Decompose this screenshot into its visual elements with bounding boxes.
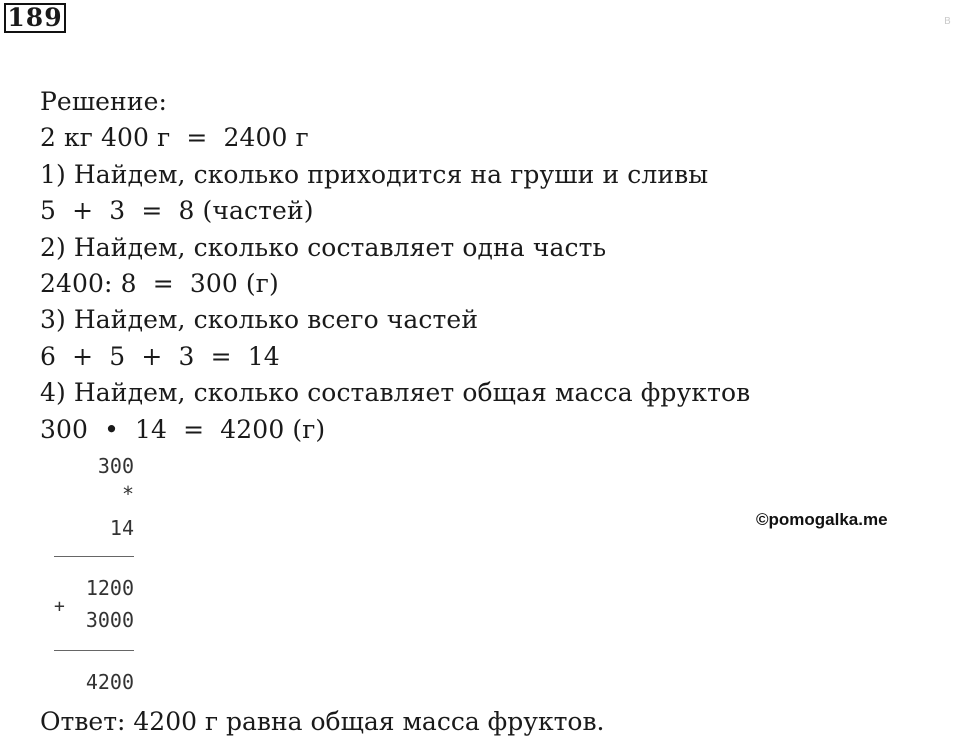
corner-mark: В (944, 16, 951, 27)
column-rule (54, 650, 134, 651)
solution-block (40, 84, 940, 448)
multiply-sign: * (121, 482, 134, 506)
column-rule (54, 556, 134, 557)
solution-line: 3) Найдем, сколько всего частей (40, 305, 479, 335)
column-result: 4200 (85, 670, 134, 694)
solution-line: 6 + 5 + 3 = 14 (40, 341, 280, 371)
multiplier: 14 (109, 516, 134, 540)
watermark: ©pomogalka.me (756, 510, 888, 529)
answer-line: Ответ: 4200 г равна общая масса фруктов. (40, 707, 605, 736)
solution-line: 5 + 3 = 8 (частей) (40, 196, 314, 226)
solution-line: 2400: 8 = 300 (г) (40, 268, 279, 298)
partial-product-2: 3000 (85, 608, 134, 632)
solution-heading: Решение: (40, 87, 167, 116)
task-number: 189 (4, 3, 66, 33)
plus-sign: + (54, 596, 65, 617)
solution-line: 300 • 14 = 4200 (г) (40, 414, 326, 444)
partial-product-1: 1200 (85, 576, 134, 600)
solution-line: 4) Найдем, сколько составляет общая масса фруктов (40, 378, 751, 408)
solution-line: 2 кг 400 г = 2400 г (40, 123, 309, 153)
solution-line: 1) Найдем, сколько приходится на груши и сливы (40, 159, 709, 189)
solution-line: 2) Найдем, сколько составляет одна часть (40, 232, 607, 262)
multiplicand: 300 (97, 454, 134, 478)
